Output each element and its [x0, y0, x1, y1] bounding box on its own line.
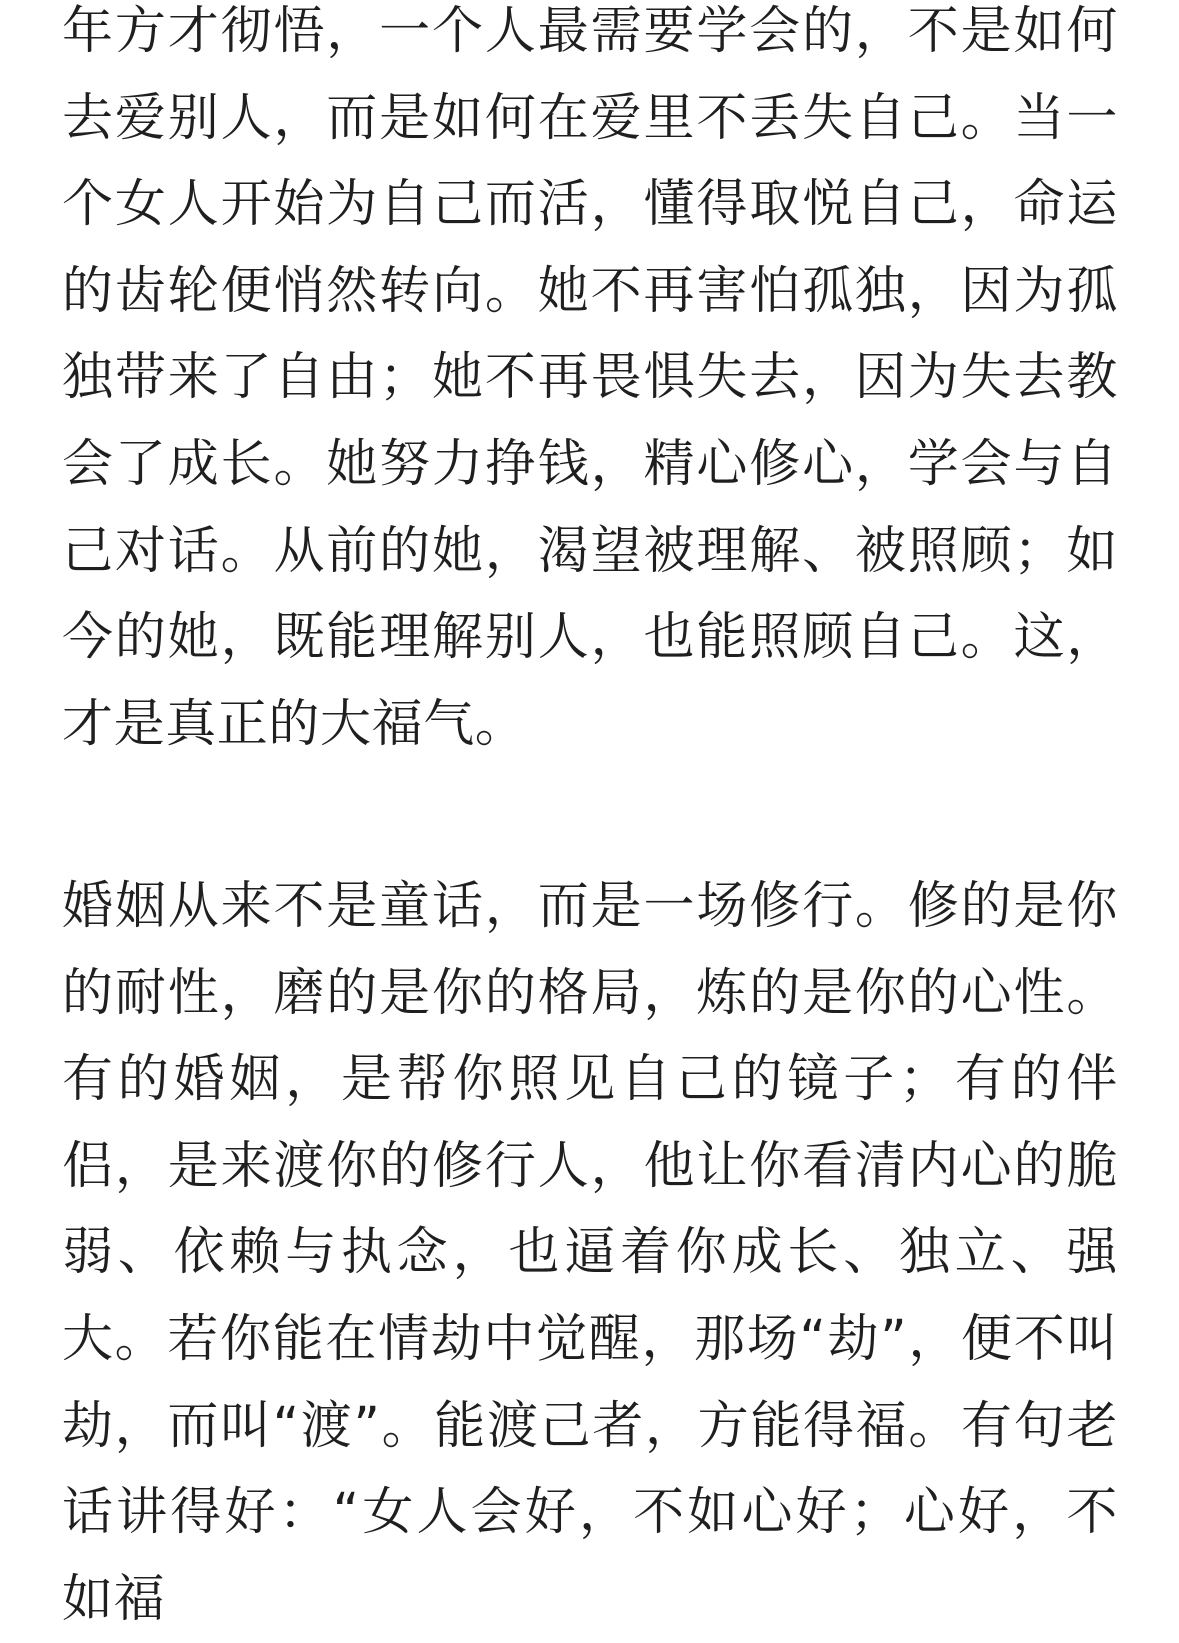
article-paragraph: 婚姻从来不是童话，而是一场修行。修的是你的耐性，磨的是你的格局，炼的是你的心性。有的婚姻，是帮你照见自己的镜子；有的伴侣，是来渡你的修行人，他让你看清内心的脆弱、依赖与执念，也逼着你成长、独立、强大。若你能在情劫中觉醒，那场“劫”，便不叫劫，而叫“渡”。能渡己者，方能得福。有句老话讲得好：“女人会好，不如心好；心好，不如福: [62, 877, 1118, 1629]
article-paragraph: 年方才彻悟，一个人最需要学会的，不是如何去爱别人，而是如何在爱里不丢失自己。当一个女人开始为自己而活，懂得取悦自己，命运的齿轮便悄然转向。她不再害怕孤独，因为孤独带来了自由；她不再畏惧失去，因为失去教会了成长。她努力挣钱，精心修心，学会与自己对话。从前的她，渴望被理解、被照顾；如今的她，既能理解别人，也能照顾自己。这，才是真正的大福气。: [62, 2, 1118, 754]
